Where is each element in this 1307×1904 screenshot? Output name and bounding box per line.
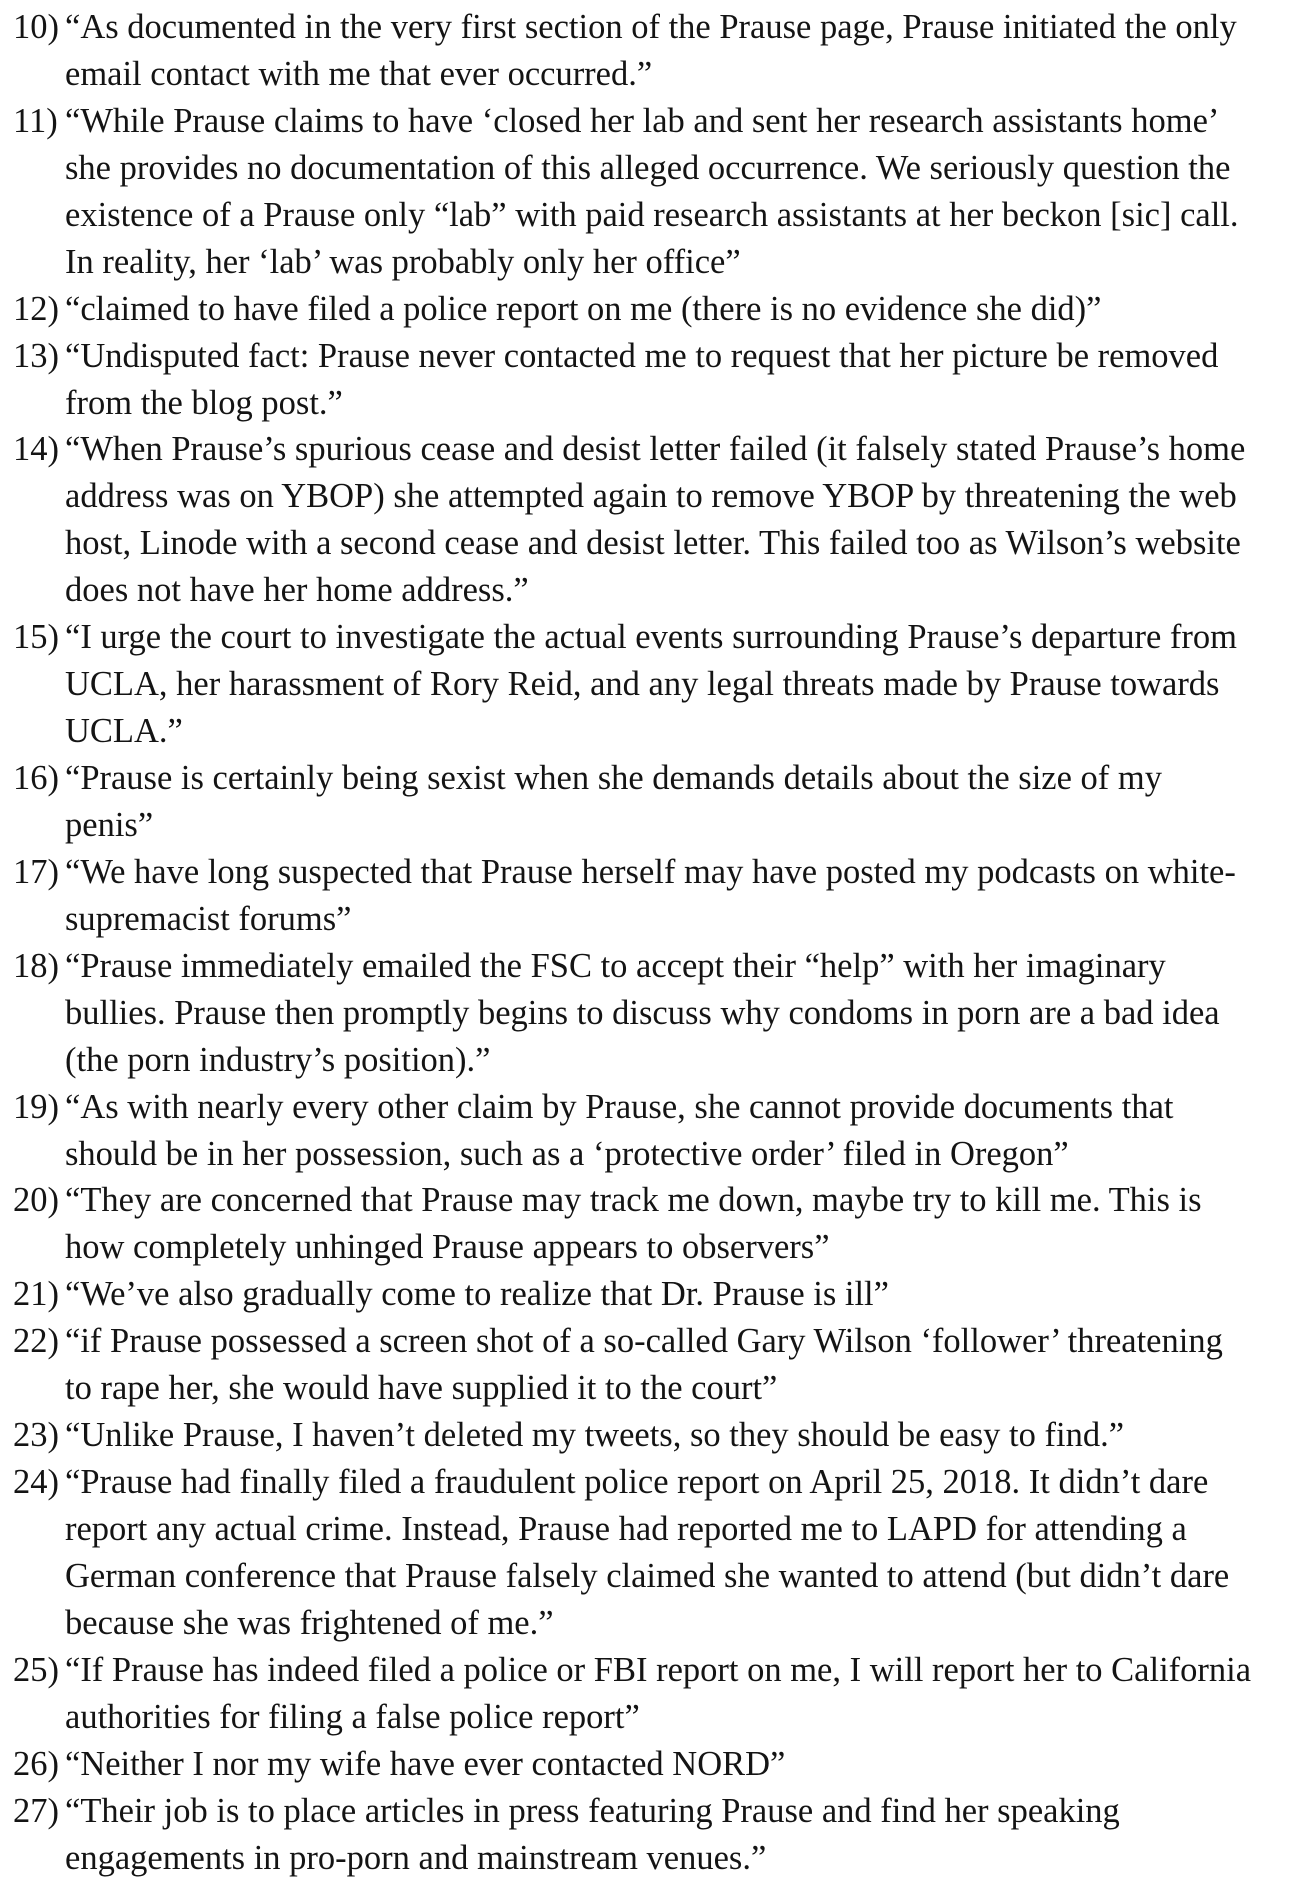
quote-line: “claimed to have filed a police report on me (there is no evidence she did)” bbox=[65, 289, 1102, 328]
quote-item bbox=[0, 849, 1307, 943]
quote-item bbox=[0, 1647, 1307, 1741]
quote-item bbox=[0, 98, 1307, 286]
quote-line: authorities for filing a false police report” bbox=[65, 1697, 640, 1736]
item-number: 27) bbox=[13, 1791, 59, 1830]
item-number: 11) bbox=[13, 101, 58, 140]
quote-line: “Neither I nor my wife have ever contacted NORD” bbox=[65, 1744, 786, 1783]
quote-item bbox=[0, 1318, 1307, 1412]
quote-line: host, Linode with a second cease and desist letter. This failed too as Wilson’s website bbox=[65, 524, 1241, 563]
quote-item bbox=[0, 1412, 1307, 1459]
quote-line: email contact with me that ever occurred.” bbox=[65, 54, 653, 93]
quote-text bbox=[65, 1647, 1307, 1741]
quote-line: to rape her, she would have supplied it to the court” bbox=[65, 1369, 778, 1408]
quote-item bbox=[0, 1271, 1307, 1318]
quote-line: In reality, her ‘lab’ was probably only her office” bbox=[65, 242, 741, 281]
quote-line: existence of a Prause only “lab” with paid research assistants at her beckon [sic] call. bbox=[65, 195, 1239, 234]
quote-text bbox=[65, 1788, 1307, 1882]
quote-text bbox=[65, 286, 1307, 333]
quote-line: she provides no documentation of this alleged occurrence. We seriously question the bbox=[65, 148, 1231, 187]
quote-line: engagements in pro-porn and mainstream venues.” bbox=[65, 1838, 767, 1877]
item-number: 18) bbox=[13, 946, 59, 985]
quote-line: “If Prause has indeed filed a police or FBI report on me, I will report her to California bbox=[65, 1650, 1252, 1689]
quote-text bbox=[65, 849, 1307, 943]
item-number: 22) bbox=[13, 1322, 59, 1361]
quote-text bbox=[65, 426, 1307, 614]
quote-line: “We have long suspected that Prause herself may have posted my podcasts on white- bbox=[65, 852, 1236, 891]
quote-text bbox=[65, 333, 1307, 427]
quote-text bbox=[65, 1177, 1307, 1271]
quote-line: “Unlike Prause, I haven’t deleted my tweets, so they should be easy to find.” bbox=[65, 1416, 1125, 1455]
quote-line: report any actual crime. Instead, Prause had reported me to LAPD for attending a bbox=[65, 1510, 1187, 1548]
quote-line: “Prause is certainly being sexist when she demands details about the size of my bbox=[65, 759, 1163, 797]
quote-line: “As with nearly every other claim by Prause, she cannot provide documents that bbox=[65, 1087, 1174, 1126]
quote-line: supremacist forums” bbox=[65, 899, 352, 938]
quote-line: address was on YBOP) she attempted again to remove YBOP by threatening the web bbox=[65, 477, 1237, 516]
quote-item bbox=[0, 4, 1307, 98]
quote-item bbox=[0, 1788, 1307, 1882]
item-number: 12) bbox=[13, 289, 59, 328]
item-number: 10) bbox=[13, 8, 59, 46]
quote-line: “As documented in the very first section of the Prause page, Prause initiated the only bbox=[65, 8, 1237, 46]
quote-line: from the blog post.” bbox=[65, 383, 343, 422]
item-number: 16) bbox=[13, 759, 59, 797]
quote-text bbox=[65, 614, 1307, 755]
item-number: 15) bbox=[13, 618, 59, 657]
quote-line: “Undisputed fact: Prause never contacted me to request that her picture be removed bbox=[65, 336, 1219, 375]
item-number: 25) bbox=[13, 1650, 59, 1689]
quote-item bbox=[0, 755, 1307, 849]
quote-text bbox=[65, 1318, 1307, 1412]
quote-line: because she was frightened of me.” bbox=[65, 1603, 554, 1642]
document-page bbox=[0, 4, 1307, 1882]
quote-line: “I urge the court to investigate the actual events surrounding Prause’s departure from bbox=[65, 618, 1237, 657]
quote-line: how completely unhinged Prause appears to observers” bbox=[65, 1228, 830, 1267]
item-number: 13) bbox=[13, 336, 59, 375]
quote-text bbox=[65, 1084, 1307, 1178]
item-number: 26) bbox=[13, 1744, 59, 1783]
quote-line: “We’ve also gradually come to realize that Dr. Prause is ill” bbox=[65, 1275, 889, 1314]
quote-line: “While Prause claims to have ‘closed her lab and sent her research assistants home’ bbox=[65, 101, 1220, 140]
quote-line: “Their job is to place articles in press featuring Prause and find her speaking bbox=[65, 1791, 1120, 1830]
quote-item bbox=[0, 614, 1307, 755]
quote-item bbox=[0, 1177, 1307, 1271]
quote-line: should be in her possession, such as a ‘protective order’ filed in Oregon” bbox=[65, 1134, 1069, 1173]
item-number: 14) bbox=[13, 430, 59, 469]
quote-text bbox=[65, 1741, 1307, 1788]
quote-item bbox=[0, 333, 1307, 427]
item-number: 23) bbox=[13, 1416, 59, 1455]
quote-text bbox=[65, 4, 1307, 98]
quote-line: UCLA, her harassment of Rory Reid, and any legal threats made by Prause towards bbox=[65, 665, 1220, 704]
quote-line: (the porn industry’s position).” bbox=[65, 1040, 491, 1079]
quote-line: German conference that Prause falsely claimed she wanted to attend (but didn’t dare bbox=[65, 1556, 1230, 1595]
quote-line: “They are concerned that Prause may track me down, maybe try to kill me. This is bbox=[65, 1181, 1202, 1220]
quote-list bbox=[0, 4, 1307, 1882]
quote-text bbox=[65, 1271, 1307, 1318]
quote-item bbox=[0, 286, 1307, 333]
quote-item bbox=[0, 426, 1307, 614]
quote-text bbox=[65, 943, 1307, 1084]
quote-text bbox=[65, 1412, 1307, 1459]
item-number: 19) bbox=[13, 1087, 59, 1126]
quote-line: “Prause immediately emailed the FSC to accept their “help” with her imaginary bbox=[65, 946, 1166, 985]
item-number: 17) bbox=[13, 852, 59, 891]
item-number: 21) bbox=[13, 1275, 59, 1314]
quote-line: penis” bbox=[65, 805, 154, 844]
quote-item bbox=[0, 943, 1307, 1084]
quote-item bbox=[0, 1741, 1307, 1788]
quote-line: does not have her home address.” bbox=[65, 571, 529, 610]
quote-text bbox=[65, 98, 1307, 286]
quote-line: bullies. Prause then promptly begins to discuss why condoms in porn are a bad idea bbox=[65, 993, 1220, 1032]
quote-text bbox=[65, 755, 1307, 849]
item-number: 24) bbox=[13, 1463, 59, 1502]
quote-line: “Prause had finally filed a fraudulent police report on April 25, 2018. It didn’t dare bbox=[65, 1463, 1209, 1502]
quote-text bbox=[65, 1459, 1307, 1647]
quote-line: UCLA.” bbox=[65, 712, 183, 751]
item-number: 20) bbox=[13, 1181, 59, 1220]
quote-item bbox=[0, 1459, 1307, 1647]
quote-line: “When Prause’s spurious cease and desist letter failed (it falsely stated Prause’s home bbox=[65, 430, 1246, 469]
quote-line: “if Prause possessed a screen shot of a so-called Gary Wilson ‘follower’ threatening bbox=[65, 1322, 1223, 1361]
quote-item bbox=[0, 1084, 1307, 1178]
